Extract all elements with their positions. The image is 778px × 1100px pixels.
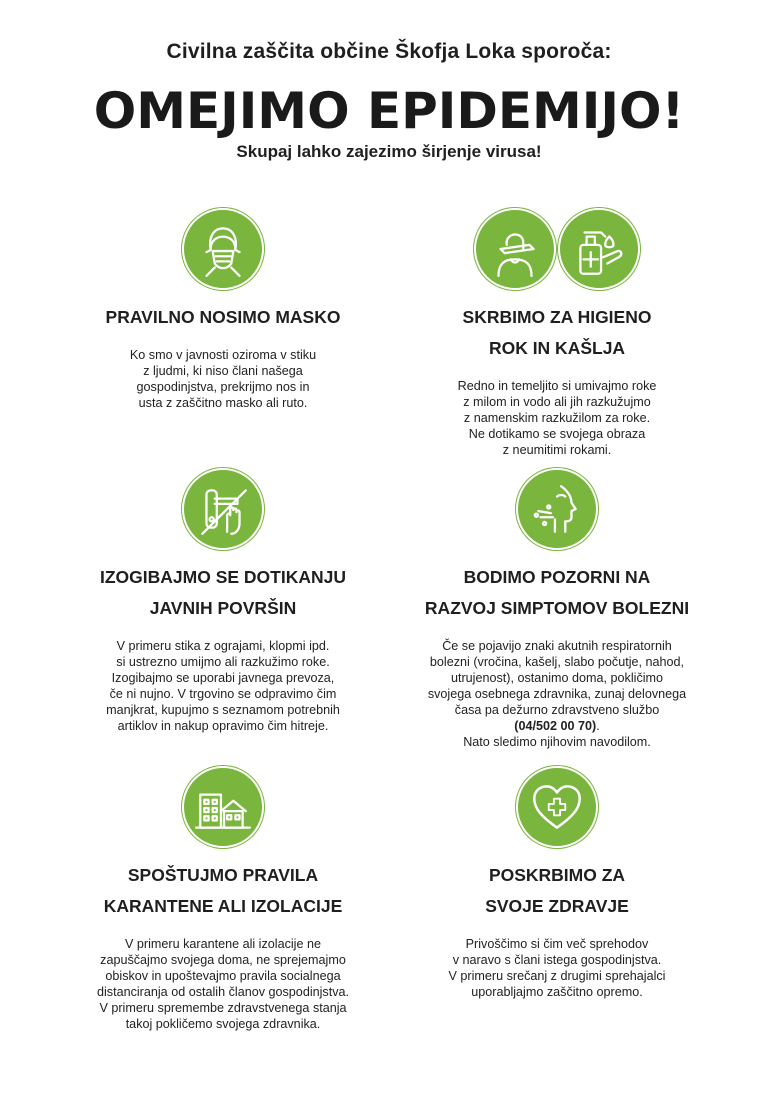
card-title bbox=[387, 562, 727, 624]
body-line: bolezni (vročina, kašelj, slabo počutje, nahod, bbox=[429, 655, 685, 669]
title-line: JAVNIH POVRŠIN bbox=[149, 598, 297, 618]
card-symptoms bbox=[387, 468, 727, 750]
card-title bbox=[53, 562, 393, 624]
card-health bbox=[387, 766, 727, 1000]
top-line: Civilna zaščita občine Škofja Loka sporoča: bbox=[166, 40, 612, 63]
body-line: Izogibajmo se uporabi javnega prevoza, bbox=[111, 671, 335, 685]
title-line: POSKRBIMO ZA bbox=[488, 865, 626, 885]
card-body bbox=[53, 347, 393, 411]
body-line: V primeru srečanj z drugimi sprehajalci bbox=[448, 969, 666, 983]
body-line: z milom in vodo ali jih razkužujmo bbox=[463, 395, 651, 409]
body-line: usta z zaščitno masko ali ruto. bbox=[138, 396, 308, 410]
heart-cross-icon bbox=[516, 766, 598, 848]
title-line: PRAVILNO NOSIMO MASKO bbox=[105, 307, 341, 327]
body-line: če ni nujno. V trgovino se odpravimo čim bbox=[109, 687, 337, 701]
card-body bbox=[53, 936, 393, 1032]
body-line: distanciranja od ostalih članov gospodinjstva. bbox=[96, 985, 350, 999]
body-line: si ustrezno umijmo ali razkužimo roke. bbox=[116, 655, 330, 669]
body-line bbox=[387, 718, 727, 734]
body-line: Nato sledimo njihovim navodilom. bbox=[463, 735, 651, 749]
subline: Skupaj lahko zajezimo širjenje virusa! bbox=[236, 142, 542, 161]
card-body bbox=[387, 378, 727, 458]
card-title bbox=[53, 302, 393, 333]
card-mask bbox=[53, 208, 393, 411]
title-line: RAZVOJ SIMPTOMOV BOLEZNI bbox=[424, 598, 690, 618]
phone-number: (04/502 00 70) bbox=[514, 719, 597, 733]
body-line: v naravo s člani istega gospodinjstva. bbox=[452, 953, 662, 967]
cough-into-elbow-icon bbox=[474, 208, 556, 290]
body-line: gospodinjstva, prekrijmo nos in bbox=[136, 380, 310, 394]
body-line: manjkrat, kupujmo s seznamom potrebnih bbox=[106, 703, 340, 717]
no-touch-door-handle-icon bbox=[182, 468, 264, 550]
body-line: časa pa dežurno zdravstveno službo bbox=[454, 703, 660, 717]
phone-suffix: . bbox=[596, 719, 600, 733]
card-title bbox=[387, 302, 727, 364]
card-body bbox=[387, 936, 727, 1000]
body-line: utrujenost), ostanimo doma, pokličimo bbox=[450, 671, 664, 685]
body-line: z namenskim razkužilom za roke. bbox=[463, 411, 651, 425]
face-mask-icon bbox=[182, 208, 264, 290]
body-line: V primeru karantene ali izolacije ne bbox=[124, 937, 321, 951]
card-quarantine bbox=[53, 766, 393, 1032]
hand-sanitizer-icon bbox=[558, 208, 640, 290]
card-surfaces bbox=[53, 468, 393, 734]
body-line: z neumitimi rokami. bbox=[502, 443, 612, 457]
title-line: SPOŠTUJMO PRAVILA bbox=[127, 865, 319, 885]
body-line: obiskov in upoštevajmo pravila socialnega bbox=[105, 969, 341, 983]
body-line: Če se pojavijo znaki akutnih respiratornih bbox=[442, 639, 672, 653]
body-line: uporabljajmo zaščitno opremo. bbox=[471, 985, 643, 999]
card-body bbox=[387, 638, 727, 750]
body-line: artiklov in nakup opravimo čim hitreje. bbox=[117, 719, 329, 733]
body-line: zapuščajmo svojega doma, ne sprejemajmo bbox=[100, 953, 346, 967]
body-line: V primeru spremembe zdravstvenega stanja bbox=[99, 1001, 347, 1015]
body-line: takoj pokličemo svojega zdravnika. bbox=[125, 1017, 321, 1031]
card-hygiene bbox=[387, 208, 727, 458]
title-line: ROK IN KAŠLJA bbox=[488, 338, 626, 358]
body-line: V primeru stika z ograjami, klopmi ipd. bbox=[116, 639, 330, 653]
body-line: svojega osebnega zdravnika, zunaj delovnega bbox=[427, 687, 687, 701]
body-line: z ljudmi, ki niso člani našega bbox=[143, 364, 303, 378]
buildings-house-icon bbox=[182, 766, 264, 848]
title-line: BODIMO POZORNI NA bbox=[463, 567, 651, 587]
title-line: SKRBIMO ZA HIGIENO bbox=[462, 307, 652, 327]
title-line: IZOGIBAJMO SE DOTIKANJU bbox=[100, 567, 346, 587]
card-title bbox=[387, 860, 727, 922]
coughing-face-icon bbox=[516, 468, 598, 550]
headline: OMEJIMO EPIDEMIJO! bbox=[93, 82, 685, 140]
body-line: Privoščimo si čim več sprehodov bbox=[465, 937, 649, 951]
title-line: SVOJE ZDRAVJE bbox=[485, 896, 629, 916]
body-line: Redno in temeljito si umivajmo roke bbox=[457, 379, 657, 393]
card-body bbox=[53, 638, 393, 734]
body-line: Ko smo v javnosti oziroma v stiku bbox=[129, 348, 317, 362]
body-line: Ne dotikamo se svojega obraza bbox=[468, 427, 646, 441]
title-line: KARANTENE ALI IZOLACIJE bbox=[103, 896, 343, 916]
card-title bbox=[53, 860, 393, 922]
